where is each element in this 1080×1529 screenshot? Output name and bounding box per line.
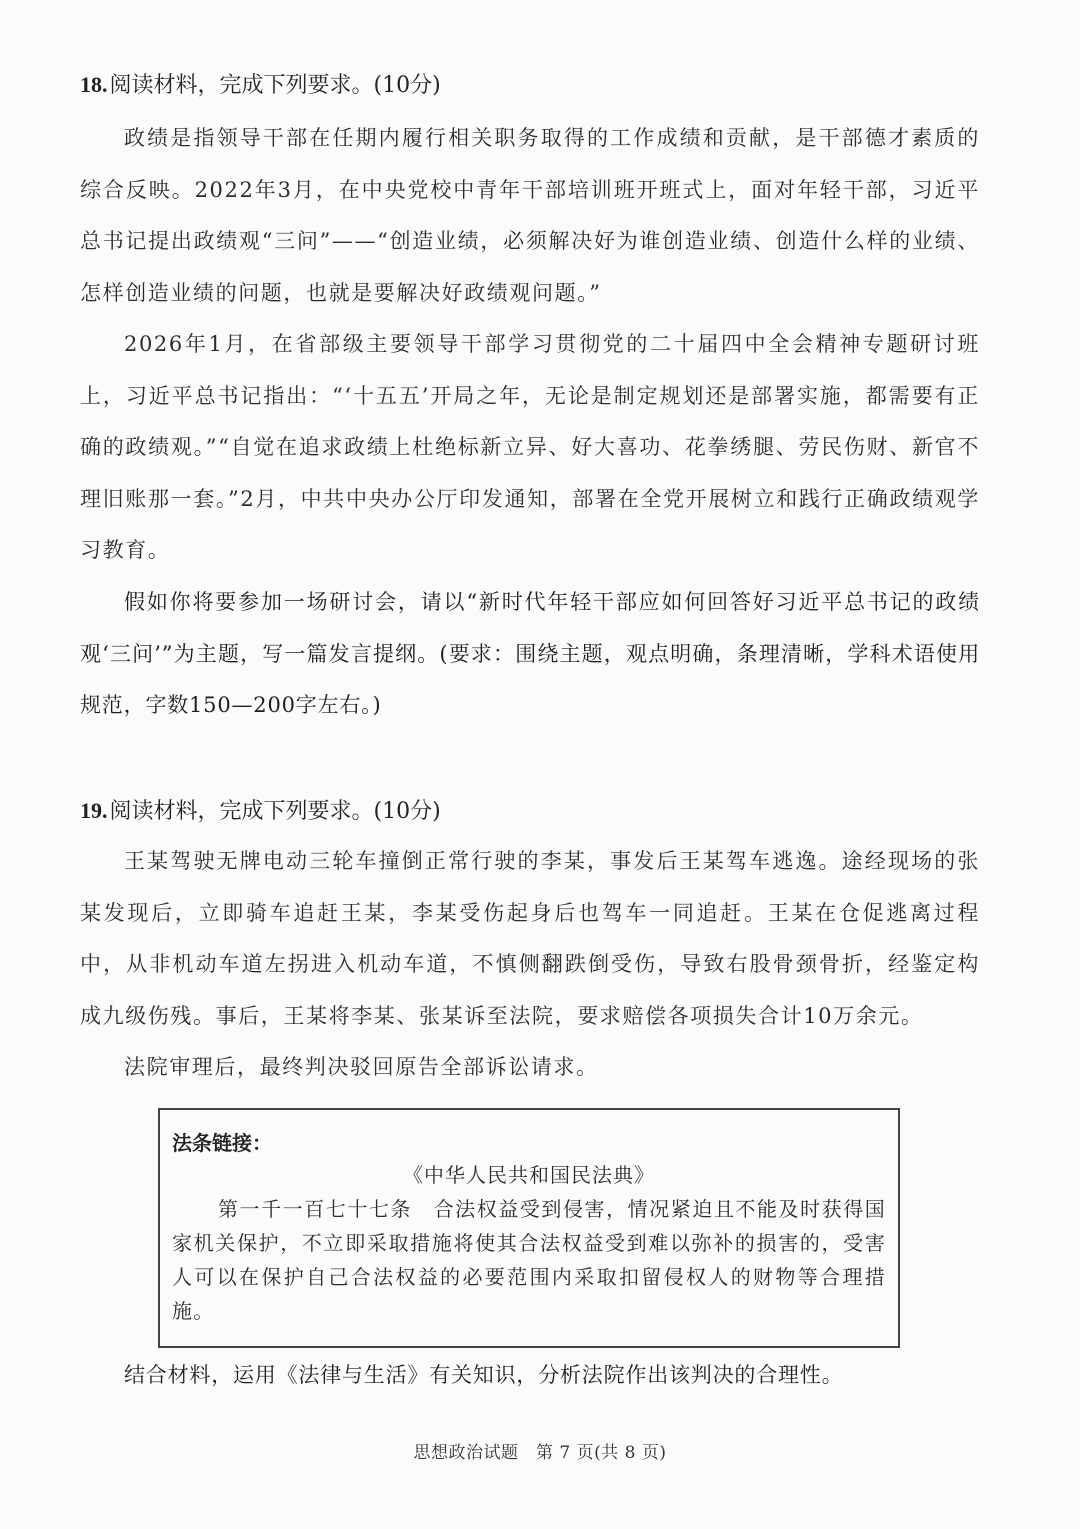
q19-prompt: 阅读材料，完成下列要求。(10分) [109,799,441,824]
q18-number: 18. [80,72,108,97]
page-footer: 思想政治试题 第 7 页(共 8 页) [413,1443,667,1463]
q18-paragraph-1: 政绩是指领导干部在任期内履行相关职务取得的工作成绩和贡献，是干部德才素质的综合反映。2022年3月，在中央党校中青年干部培训班开班式上，面对年轻干部，习近平总书记提出政绩观“三问”——“创造业绩，必须解决好为谁创造业绩、创造什么样的业绩、怎样创造业绩的问题，也就是要解决好政绩观问题。” [80,126,980,305]
q19-task: 结合材料，运用《法律与生活》有关知识，分析法院作出该判决的合理性。 [124,1363,844,1387]
law-link-box [158,1108,900,1348]
law-article: 第一千一百七十七条 合法权益受到侵害，情况紧迫且不能及时获得国家机关保护，不立即采取措施将使其合法权益受到难以弥补的损害的，受害人可以在保护自己合法权益的必要范围内采取扣留侵权人的财物等合理措施。 [172,1197,886,1323]
law-name: 《中华人民共和国民法典》 [403,1163,655,1187]
q18-paragraph-3: 假如你将要参加一场研讨会，请以“新时代年轻干部应如何回答好习近平总书记的政绩观‘三问’”为主题，写一篇发言提纲。(要求：围绕主题，观点明确，条理清晰，学科术语使用规范，字数150—200字左右。) [80,590,980,717]
q19-paragraph-1: 王某驾驶无牌电动三轮车撞倒正常行驶的李某，事发后王某驾车逃逸。途经现场的张某发现后，立即骑车追赶王某，李某受伤起身后也驾车一同追赶。王某在仓促逃离过程中，从非机动车道左拐进入机动车道，不慎侧翻跌倒受伤，导致右股骨颈骨折，经鉴定构成九级伤残。事后，王某将李某、张某诉至法院，要求赔偿各项损失合计10万余元。 [80,849,980,1028]
q19-number: 19. [80,798,108,823]
q19-heading [80,796,441,827]
q19-paragraph-2: 法院审理后，最终判决驳回原告全部诉讼请求。 [124,1055,599,1079]
q18-prompt: 阅读材料，完成下列要求。(10分) [109,73,441,98]
law-box-title: 法条链接： [172,1131,272,1155]
q18-paragraph-2: 2026年1月，在省部级主要领导干部学习贯彻党的二十届四中全会精神专题研讨班上，习近平总书记指出：“‘十五五’开局之年，无论是制定规划还是部署实施，都需要有正确的政绩观。”“自觉在追求政绩上杜绝标新立异、好大喜功、花拳绣腿、劳民伤财、新官不理旧账那一套。”2月，中共中央办公厅印发通知，部署在全党开展树立和践行正确政绩观学习教育。 [80,332,980,562]
q18-heading [80,70,441,101]
